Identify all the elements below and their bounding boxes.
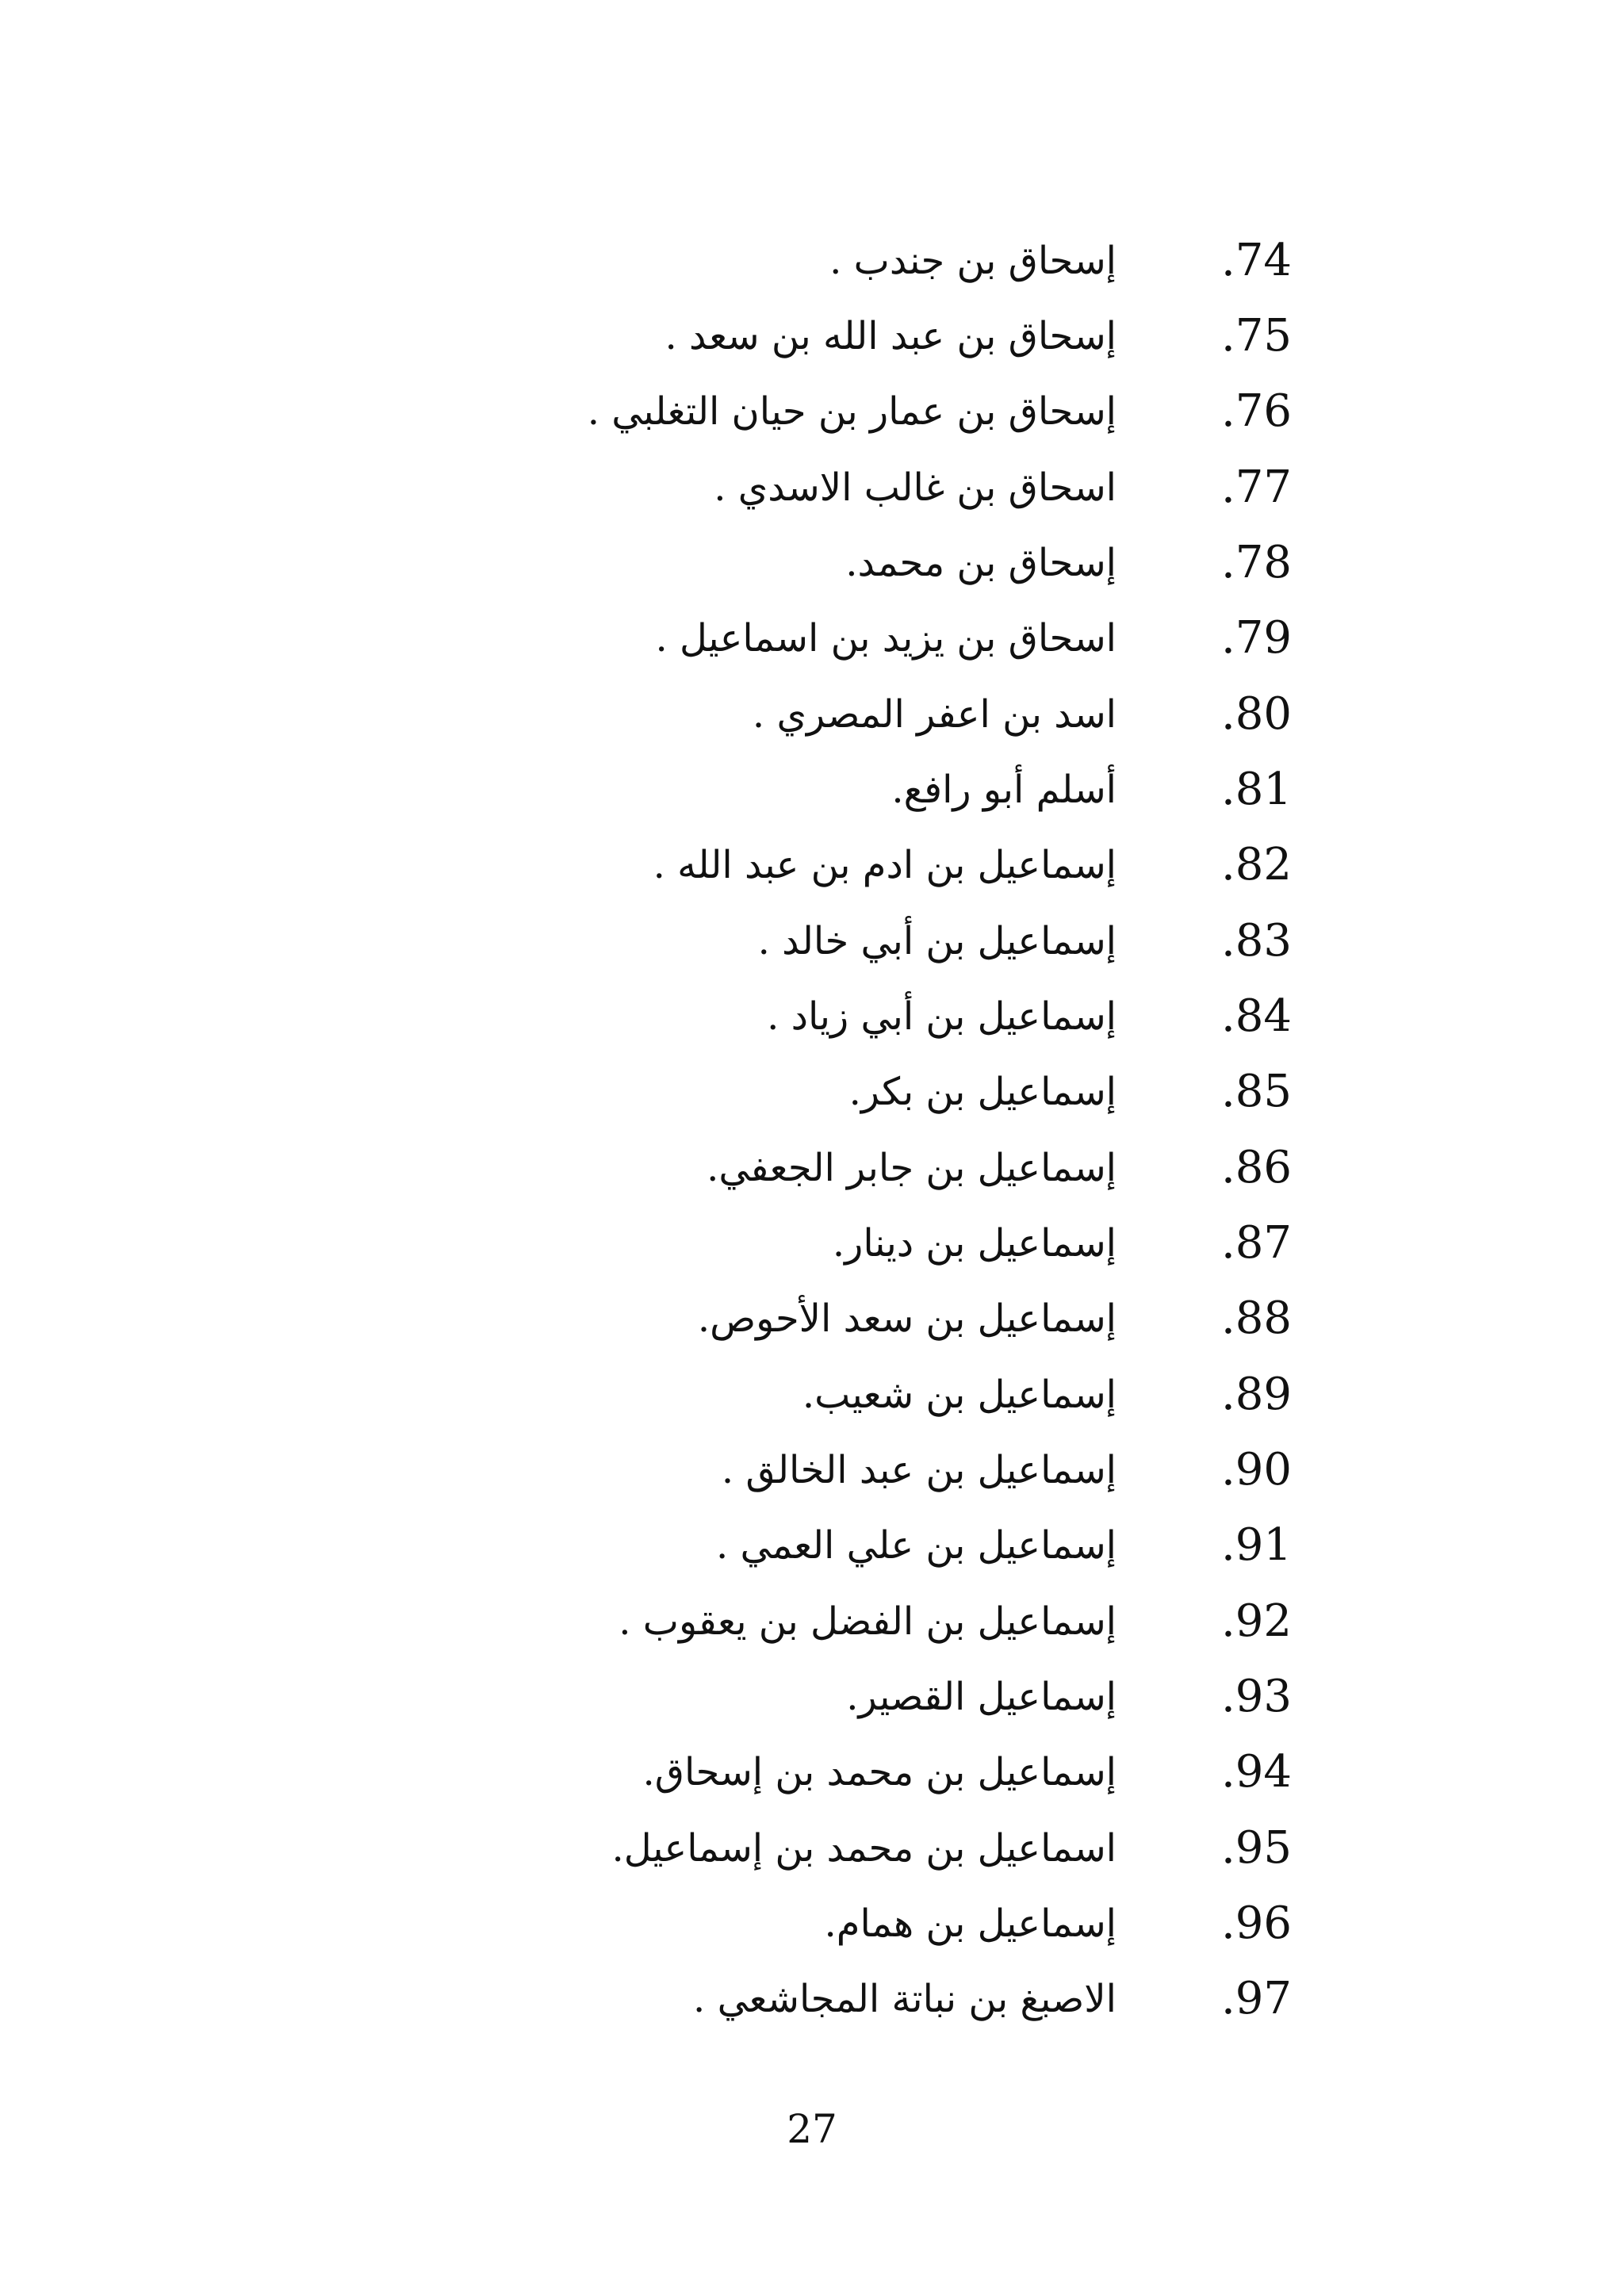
entry-text: إسماعيل بن أبي خالد . [757, 919, 1116, 963]
list-entry [0, 527, 1624, 599]
entry-number: .92 [1221, 1595, 1293, 1647]
entry-number: .84 [1221, 990, 1293, 1042]
entry-text: إسحاق بن عمار بن حيان التغلبي . [587, 389, 1116, 434]
list-entry [0, 1586, 1624, 1657]
list-entry [0, 225, 1624, 297]
entry-number: .90 [1221, 1444, 1293, 1496]
list-entry [0, 1434, 1624, 1506]
entry-number: .97 [1221, 1973, 1293, 2024]
entry-number: .95 [1221, 1822, 1293, 1874]
entry-text: إسماعيل بن الفضل بن يعقوب . [619, 1599, 1116, 1644]
list-entry [0, 376, 1624, 447]
entry-number: .93 [1221, 1671, 1293, 1722]
entry-text: إسماعيل بن جابر الجعفي. [707, 1146, 1116, 1190]
entry-text: إسحاق بن عبد الله بن سعد . [665, 314, 1116, 358]
entry-number: .88 [1221, 1293, 1293, 1344]
entry-number: .74 [1221, 235, 1293, 286]
entry-number: .81 [1221, 764, 1293, 815]
entry-number: .94 [1221, 1746, 1293, 1798]
entry-number: .89 [1221, 1369, 1293, 1420]
entry-text: إسماعيل بن دينار. [832, 1221, 1116, 1266]
entry-text: إسماعيل بن ادم بن عبد الله . [653, 843, 1116, 887]
entry-text: إسماعيل بن بكر. [848, 1070, 1116, 1114]
page-number: 27 [787, 2106, 837, 2152]
entry-text: إسحاق بن جندب . [829, 239, 1116, 283]
entry-number: .91 [1221, 1519, 1293, 1571]
list-entry [0, 1208, 1624, 1279]
entry-number: .82 [1221, 839, 1293, 890]
list-entry [0, 829, 1624, 901]
list-entry [0, 754, 1624, 825]
entry-number: .96 [1221, 1898, 1293, 1949]
entry-text: إسماعيل بن أبي زياد . [767, 994, 1116, 1039]
list-entry [0, 1132, 1624, 1204]
entry-text: إسماعيل بن شعيب. [802, 1373, 1116, 1417]
list-entry [0, 906, 1624, 977]
list-entry [0, 1283, 1624, 1354]
list-entry [0, 1737, 1624, 1808]
entry-text: إسحاق بن محمد. [845, 541, 1116, 585]
entry-number: .80 [1221, 688, 1293, 740]
entry-number: .76 [1221, 385, 1293, 437]
entry-text: اسحاق بن يزيد بن اسماعيل . [655, 616, 1116, 661]
entry-number: .77 [1221, 461, 1293, 513]
entry-text: إسماعيل بن علي العمي . [715, 1523, 1116, 1568]
entry-text: إسماعيل بن همام. [824, 1901, 1116, 1946]
entry-text: إسماعيل بن محمد بن إسحاق. [642, 1750, 1116, 1794]
entry-number: .78 [1221, 537, 1293, 588]
list-entry [0, 679, 1624, 750]
list-entry [0, 452, 1624, 523]
entry-text: اسد بن اعفر المصري . [752, 692, 1116, 737]
list-entry [0, 1359, 1624, 1430]
entry-text: إسماعيل بن عبد الخالق . [721, 1448, 1116, 1492]
entry-text: إسماعيل بن سعد الأحوص. [697, 1296, 1116, 1341]
list-entry [0, 1813, 1624, 1884]
entry-text: أسلم أبو رافع. [891, 768, 1116, 812]
entry-text: الاصبغ بن نباتة المجاشعي . [693, 1977, 1116, 2021]
list-entry [0, 301, 1624, 372]
list-entry [0, 1056, 1624, 1128]
list-entry [0, 603, 1624, 674]
entry-text: اسحاق بن غالب الاسدي . [714, 465, 1116, 510]
entry-text: إسماعيل القصير. [846, 1675, 1116, 1719]
list-entry [0, 1888, 1624, 1959]
entry-number: .83 [1221, 915, 1293, 967]
entry-number: .75 [1221, 310, 1293, 362]
list-entry [0, 1661, 1624, 1733]
list-entry [0, 1963, 1624, 2035]
entry-text: اسماعيل بن محمد بن إسماعيل. [611, 1826, 1116, 1871]
entry-number: .87 [1221, 1217, 1293, 1269]
entry-number: .79 [1221, 612, 1293, 664]
entry-number: .85 [1221, 1066, 1293, 1117]
list-entry [0, 981, 1624, 1052]
list-entry [0, 1510, 1624, 1581]
entry-number: .86 [1221, 1142, 1293, 1193]
